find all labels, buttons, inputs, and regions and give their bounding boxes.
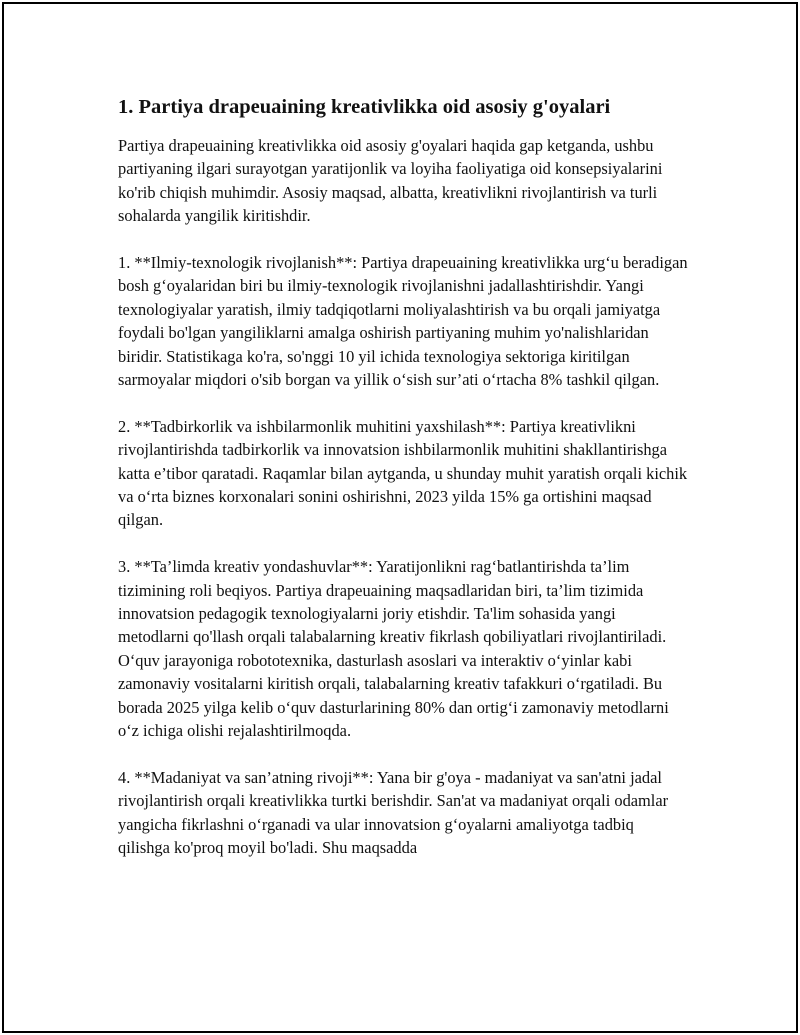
document-body [118,92,688,860]
section-heading: 1. Partiya drapeuaining kreativlikka oid asosiy g'oyalari [118,96,611,118]
intro-paragraph: Partiya drapeuaining kreativlikka oid asosiy g'oyalari haqida gap ketganda, ushbu partiyaning ilgari surayotgan yaratijonlik va loyiha faoliyatiga oid konsepsiyalarini ko'rib chiqish muhimdir. Asosiy maqsad, albatta, kreativlikni rivojlantirish va turli sohalarda yangilik kiritishdir. [118,136,663,226]
paragraph-entrepreneurship: 2. **Tadbirkorlik va ishbilarmonlik muhitini yaxshilash**: Partiya kreativlikni rivojlantirishda tadbirkorlik va innovatsion ishbilarmonlik muhitini shakllantirishga katta e’tibor qaratadi. Raqamlar bilan aytganda, u shunday muhit yaratish orqali kichik va o‘rta biznes korxonalari sonini oshirishni, 2023 yilda 15% ga ortishini maqsad qilgan. [118,416,688,530]
paragraph-scientific-development: 1. **Ilmiy-texnologik rivojlanish**: Partiya drapeuaining kreativlikka urg‘u beradigan bosh g‘oyalaridan biri bu ilmiy-texnologik rivojlanishni jadallashtirishdir. Yangi texnologiyalar yaratish, ilmiy tadqiqotlarni moliyalashtirish va bu orqali jamiyatga foydali bo'lgan yangiliklarni amalga oshirish partiyaning muhim yo'nalishlaridan biridir. Statistikaga ko'ra, so'nggi 10 yil ichida texnologiya sektoriga kiritilgan sarmoyalar miqdori o'sib borgan va yillik o‘sish sur’ati o‘rtacha 8% tashkil qilgan. [118,253,688,390]
paragraph-culture-art: 4. **Madaniyat va san’atning rivoji**: Yana bir g'oya - madaniyat va san'atni jadal rivojlantirish orqali kreativlikka turtki berishdir. San'at va madaniyat orqali odamlar yangicha fikrlashni o‘rganadi va ular innovatsion g‘oyalarni amaliyotga tadbiq qilishga ko'proq moyil bo'ladi. Shu maqsadda [118,767,669,858]
paragraph-education: 3. **Ta’limda kreativ yondashuvlar**: Yaratijonlikni rag‘batlantirishda ta’lim tizimining roli beqiyos. Partiya drapeuaining maqsadlaridan biri, ta’lim tizimida innovatsion pedagogik texnologiyalarni joriy etishdir. Ta'lim sohasida yangi metodlarni qo'llash orqali talabalarning kreativ fikrlash qobiliyatlari rivojlantiriladi. O‘quv jarayoniga robototexnika, dasturlash asoslari va interaktiv o‘yinlar kabi zamonaviy vositalarni kiritish orqali, talabalarning kreativ tafakkuri o‘rgatiladi. Bu borada 2025 yilga kelib o‘quv dasturlarining 80% dan ortig‘i zamonaviy metodlarni o‘z ichiga olishi rejalashtirilmoqda. [118,557,669,741]
